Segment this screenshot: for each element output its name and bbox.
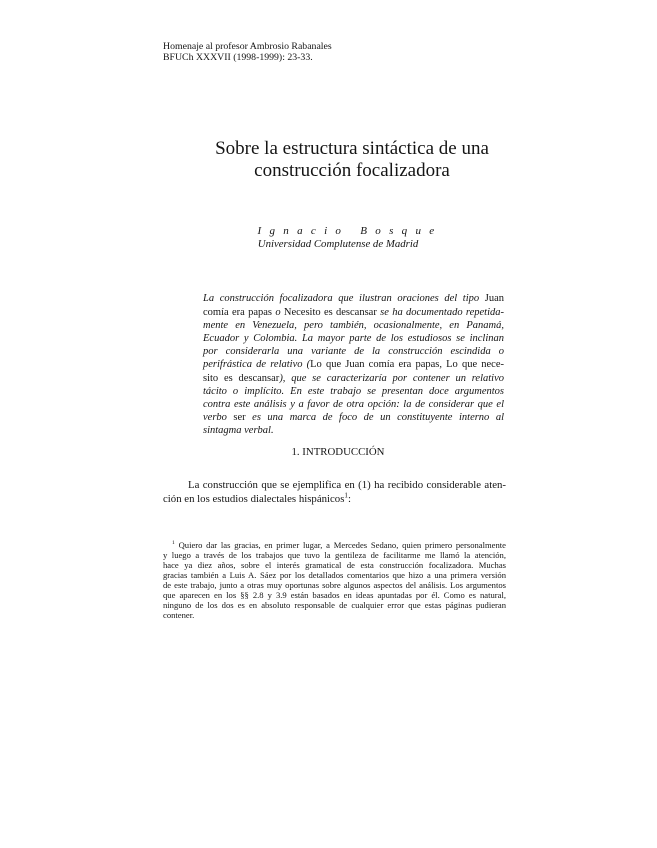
paragraph-line <box>163 492 506 506</box>
paragraph-punctuation: : <box>347 493 351 505</box>
title-line: Sobre la estructura sintáctica de una <box>215 138 489 159</box>
abstract-line <box>203 385 504 398</box>
abstract-line <box>203 424 504 437</box>
footnote-line: y luego a través de los trabajos que tuvo la gentileza de facilitarme me llamó la atención, <box>163 550 506 560</box>
abstract-text: La construcción focalizadora que ilustran oraciones del tipo <box>203 293 485 305</box>
footnote-line: hace ya diez años, sobre el interés gramatical de esta construcción focalizadora. Muchas <box>163 560 506 570</box>
footnote-line: ninguno de los dos es en absoluto responsable de cualquier error que estas páginas pudieran <box>163 600 506 610</box>
abstract-text: , <box>439 359 447 371</box>
abstract-text: sintagma verbal. <box>203 425 274 437</box>
abstract-line <box>203 372 504 385</box>
article-title <box>175 138 529 182</box>
abstract-example: comía era papas <box>203 306 273 318</box>
footnote-line: contener. <box>163 610 195 620</box>
abstract-text: ), que se caracterizaría por contener un relativo <box>279 372 505 384</box>
header-line-volume-title: Homenaje al profesor Ambrosio Rabanales <box>163 41 332 52</box>
header-line-citation: BFUCh XXXVII (1998-1999): 23-33. <box>163 52 313 63</box>
abstract-line <box>203 345 504 358</box>
abstract-text: mente en Venezuela, pero también, ocasionalmente, en Panamá, <box>203 319 504 331</box>
abstract-example: ser <box>233 412 246 424</box>
abstract-example: Necesito es descansar <box>283 306 377 318</box>
paragraph-line: La construcción que se ejemplifica en (1) ha recibido considerable aten- <box>188 479 506 491</box>
journal-header <box>163 41 332 63</box>
abstract-example: Juan <box>484 293 504 305</box>
footnote-line: que aparecen en los §§ 2.8 y 3.9 están basados en ideas apuntadas por él. Como es natural, <box>163 590 506 600</box>
abstract-example: Lo que Juan comía era papas <box>310 359 440 371</box>
abstract-example: Lo que nece- <box>446 359 504 371</box>
author-affiliation: Universidad Complutense de Madrid <box>257 237 419 250</box>
abstract-line <box>203 411 504 424</box>
footnote-line <box>163 540 506 550</box>
intro-paragraph <box>163 478 506 506</box>
footnote-marker: 1 <box>172 540 175 547</box>
abstract-text: tácito o implícito. En este trabajo se presentan doce argumentos <box>203 385 504 397</box>
title-line: construcción focalizadora <box>254 160 450 181</box>
abstract-line <box>203 358 504 371</box>
abstract-text: es una marca de foco de un constituyente interno al <box>245 412 504 424</box>
abstract-text: o <box>272 306 284 318</box>
author-name: Ignacio Bosque <box>257 224 443 237</box>
abstract-line <box>203 319 504 332</box>
abstract-text: verbo <box>203 412 234 424</box>
abstract-line <box>203 398 504 411</box>
abstract-text: por considerarla una variante de la construcción escindida o <box>203 346 504 358</box>
abstract-line <box>203 306 504 319</box>
abstract-line <box>203 332 504 345</box>
footnote-line: de este trabajo, junto a otras muy oportunas sobre algunos aspectos del análisis. Los argumentos <box>163 580 506 590</box>
abstract-line <box>203 292 504 305</box>
abstract-text: se ha documentado repetida- <box>376 306 505 318</box>
footnote-text: Quiero dar las gracias, en primer lugar, a Mercedes Sedano, quien primero personalmente <box>178 540 506 550</box>
abstract-text: perifrástica de relativo ( <box>203 359 311 371</box>
section-heading: 1. INTRODUCCIÓN <box>291 446 385 458</box>
abstract-text: contra este análisis y a favor de otra opción: la de considerar que el <box>203 399 504 411</box>
abstract-text: Ecuador y Colombia. La mayor parte de los estudiosos se inclinan <box>203 333 504 344</box>
footnote-reference: 1 <box>344 491 348 500</box>
abstract <box>203 292 504 437</box>
footnote <box>163 540 506 620</box>
abstract-example: sito es descansar <box>203 372 280 384</box>
paragraph-text: ción en los estudios dialectales hispánicos <box>163 493 345 505</box>
footnote-line: gracias también a Luis A. Sáez por los detallados comentarios que hizo a una primera versión <box>163 570 506 580</box>
